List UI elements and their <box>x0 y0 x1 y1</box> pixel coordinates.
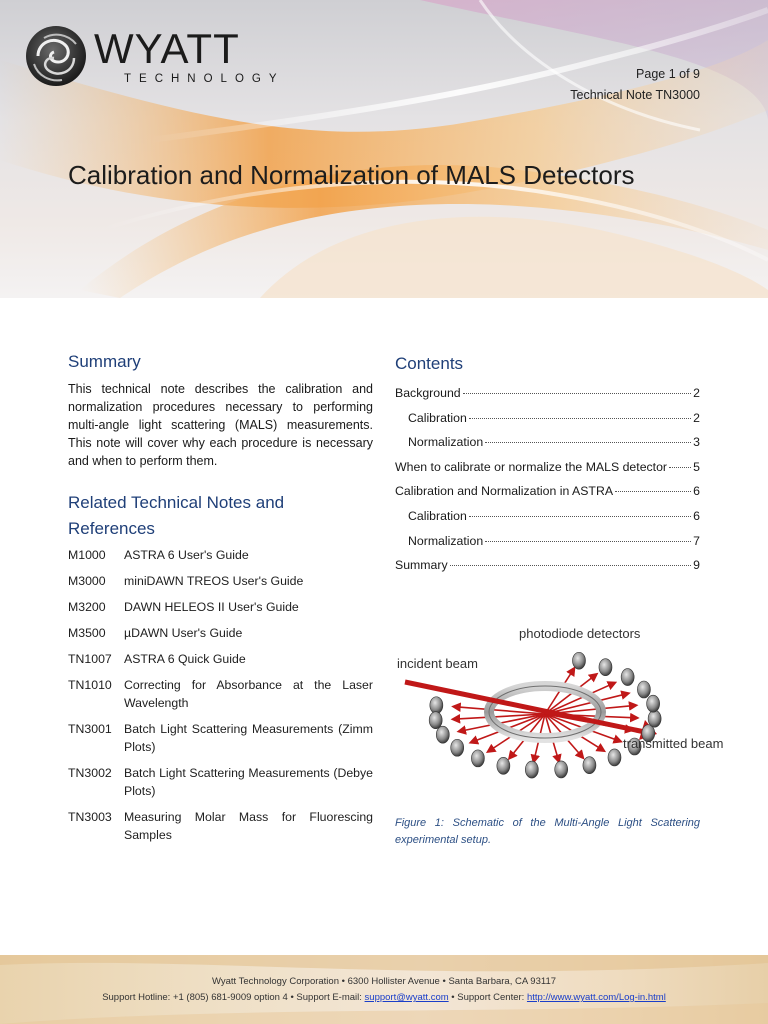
toc-entry-label: Normalization <box>408 533 484 548</box>
reference-title: µDAWN User's Guide <box>124 626 243 640</box>
mals-schematic-figure <box>395 622 735 802</box>
reference-code: TN3002 <box>68 766 112 780</box>
label-incident-beam: incident beam <box>397 656 478 671</box>
reference-code: M3200 <box>68 600 106 614</box>
reference-code: M3500 <box>68 626 106 640</box>
toc-entry-page: 3 <box>693 435 700 450</box>
summary-text: This technical note describes the calibration and normalization procedures necessary to performing multi-angle light scattering (MALS) measurements. This note will cover why each procedure is necessary and when to perform them. <box>68 382 373 468</box>
reference-code: TN3001 <box>68 722 112 736</box>
photodiode-detector-icon <box>525 761 538 778</box>
photodiode-detector-icon <box>555 761 568 778</box>
photodiode-detector-icon <box>572 652 585 669</box>
toc-entry-page: 2 <box>693 410 700 425</box>
related-heading-line2: References <box>68 519 155 538</box>
footer-support <box>0 992 768 1003</box>
right-column <box>395 352 700 583</box>
toc-entry-label: Normalization <box>408 435 484 450</box>
toc-entry-label: Calibration <box>408 410 467 425</box>
reference-title: Correcting for Absorbance at the Laser Wavelength <box>124 678 373 710</box>
toc-leader-dots <box>615 491 691 492</box>
toc-entry[interactable] <box>395 484 700 509</box>
photodiode-detector-icon <box>599 659 612 676</box>
photodiode-detector-icon <box>637 681 650 698</box>
related-heading-line1: Related Technical Notes and <box>68 493 285 512</box>
label-transmitted-beam: transmitted beam <box>623 736 724 751</box>
footer-hotline: Support Hotline: +1 (805) 681-9009 option 4 • Support E-mail: <box>102 992 365 1003</box>
header-banner <box>0 0 768 298</box>
toc-leader-dots <box>450 565 692 566</box>
reference-code: TN1010 <box>68 678 112 692</box>
toc-entry[interactable] <box>395 534 700 559</box>
toc-entry[interactable] <box>395 509 700 534</box>
technical-note-id: Technical Note TN3000 <box>570 88 700 102</box>
photodiode-detector-icon <box>430 697 443 714</box>
photodiode-detector-icon <box>583 757 596 774</box>
toc-entry-label: Calibration <box>408 508 467 523</box>
toc-entry[interactable] <box>395 386 700 411</box>
toc-entry-label: Calibration and Normalization in ASTRA <box>395 484 614 499</box>
toc-entry-label: Summary <box>395 558 448 573</box>
related-notes-list <box>68 546 373 844</box>
photodiode-detector-icon <box>451 739 464 756</box>
reference-row <box>68 546 373 564</box>
logo-wordmark: WYATT <box>94 25 240 72</box>
toc-leader-dots <box>469 516 691 517</box>
toc-entry-page: 5 <box>693 459 700 474</box>
reference-code: M1000 <box>68 548 106 562</box>
reference-code: TN1007 <box>68 652 112 666</box>
reference-title: Batch Light Scattering Measurements (Debye Plots) <box>124 766 373 798</box>
reference-row <box>68 650 373 668</box>
toc-entry-label: When to calibrate or normalize the MALS detector <box>395 459 668 474</box>
reference-code: TN3003 <box>68 810 112 824</box>
label-photodiode-detectors: photodiode detectors <box>519 626 641 641</box>
toc-leader-dots <box>469 418 691 419</box>
table-of-contents <box>395 386 700 583</box>
toc-leader-dots <box>485 442 691 443</box>
toc-entry[interactable] <box>395 435 700 460</box>
reference-row <box>68 624 373 642</box>
toc-leader-dots <box>485 541 691 542</box>
photodiode-detector-icon <box>621 669 634 686</box>
photodiode-detector-icon <box>497 757 510 774</box>
toc-entry-page: 7 <box>693 533 700 548</box>
reference-row <box>68 764 373 800</box>
figure-caption: Figure 1: Schematic of the Multi-Angle Light Scattering experimental setup. <box>395 817 700 846</box>
wyatt-logo <box>24 24 285 90</box>
toc-entry[interactable] <box>395 460 700 485</box>
page-number: Page 1 of 9 <box>636 67 700 81</box>
support-email-link[interactable]: support@wyatt.com <box>364 992 449 1003</box>
footer-center-label: • Support Center: <box>448 992 527 1003</box>
support-center-link[interactable]: http://www.wyatt.com/Log-in.html <box>526 992 666 1003</box>
left-column <box>68 350 373 852</box>
reference-row <box>68 676 373 712</box>
reference-row <box>68 572 373 590</box>
reference-title: miniDAWN TREOS User's Guide <box>124 574 304 588</box>
reference-row <box>68 598 373 616</box>
photodiode-detector-icon <box>436 726 449 743</box>
toc-leader-dots <box>463 393 692 394</box>
mals-schematic-diagram <box>395 622 735 802</box>
toc-entry[interactable] <box>395 558 700 583</box>
toc-entry[interactable] <box>395 411 700 436</box>
reference-title: Measuring Molar Mass for Fluorescing Samples <box>124 810 373 842</box>
reference-title: ASTRA 6 Quick Guide <box>124 652 246 666</box>
reference-row <box>68 720 373 756</box>
toc-entry-page: 2 <box>693 386 700 400</box>
photodiode-detector-icon <box>648 710 661 727</box>
wyatt-swirl-logo-icon <box>24 24 88 88</box>
toc-entry-label: Background <box>395 386 461 400</box>
footer-address: Wyatt Technology Corporation • 6300 Hollister Avenue • Santa Barbara, CA 93117 <box>211 976 557 987</box>
reference-row <box>68 808 373 844</box>
page-footer <box>0 955 768 1024</box>
footer-swirl-background <box>0 955 768 1024</box>
toc-leader-dots <box>669 467 691 468</box>
reference-title: Batch Light Scattering Measurements (Zimm Plots) <box>124 722 373 754</box>
reference-code: M3000 <box>68 574 106 588</box>
reference-title: ASTRA 6 User's Guide <box>124 548 249 562</box>
reference-title: DAWN HELEOS II User's Guide <box>124 600 299 614</box>
page-meta <box>570 64 700 106</box>
photodiode-detector-icon <box>429 712 442 729</box>
toc-entry-page: 9 <box>693 558 700 573</box>
summary-heading: Summary <box>68 352 141 371</box>
photodiode-detector-icon <box>471 750 484 767</box>
photodiode-detector-icon <box>608 749 621 766</box>
logo-subtitle: TECHNOLOGY <box>124 73 285 85</box>
contents-heading: Contents <box>395 354 464 373</box>
toc-entry-page: 6 <box>693 484 700 499</box>
toc-entry-page: 6 <box>693 508 700 523</box>
document-title: Calibration and Normalization of MALS Detectors <box>68 160 635 190</box>
photodiode-detector-icon <box>647 695 660 712</box>
related-notes-heading <box>68 490 373 542</box>
